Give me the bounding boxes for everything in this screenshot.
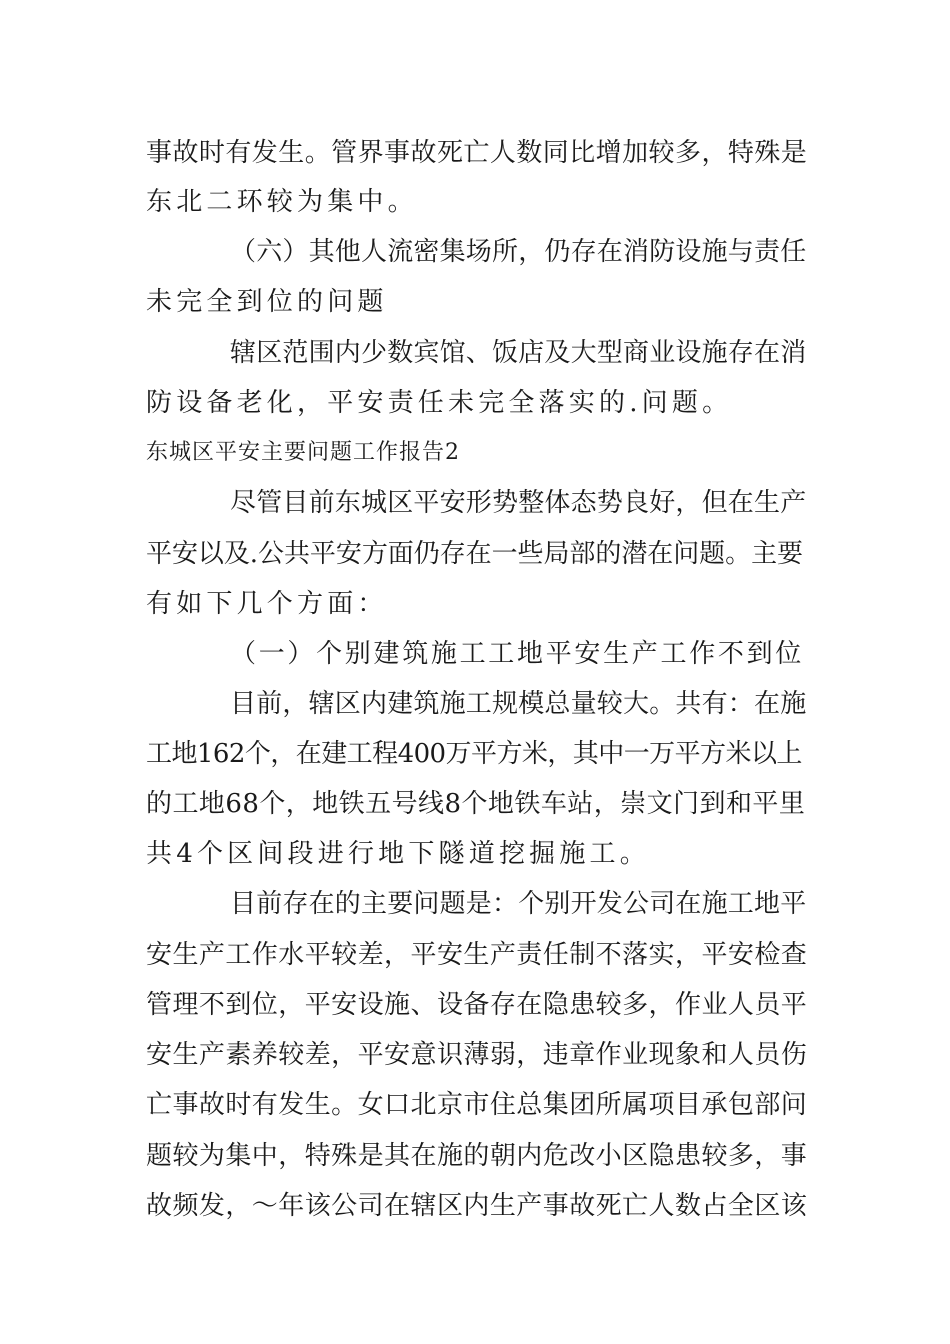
- paragraph-line: 安生产素养较差，平安意识薄弱，违章作业现象和人员伤: [146, 1040, 808, 1070]
- paragraph-line: 安生产工作水平较差，平安生产责任制不落实，平安检查: [146, 940, 808, 970]
- paragraph-line: 的工地68个，地铁五号线8个地铁车站，崇文门到和平里: [146, 789, 806, 819]
- paragraph-line: 工地162个，在建工程400万平方米，其中一万平方米以上: [146, 739, 802, 769]
- paragraph-line: 东北二环较为集中。: [146, 187, 418, 217]
- paragraph-line: 目前，辖区内建筑施工规模总量较大。共有：在施: [230, 689, 807, 719]
- paragraph-line: 辖区范围内少数宾馆、饭店及大型商业设施存在消: [230, 338, 807, 368]
- paragraph-line: 尽管目前东城区平安形势整体态势良好，但在生产: [230, 488, 807, 518]
- paragraph-line: 共4个区间段进行地下隧道挖掘施工。: [146, 839, 650, 869]
- paragraph-line: 亡事故时有发生。女口北京市住总集团所属项目承包部问: [146, 1090, 808, 1120]
- paragraph-line: 目前存在的主要问题是：个别开发公司在施工地平: [230, 889, 807, 919]
- report-title: 东城区平安主要问题工作报告2: [146, 440, 460, 465]
- paragraph-line: 防设备老化，平安责任未完全落实的.问题。: [146, 388, 733, 418]
- paragraph-line: 事故时有发生。管界事故死亡人数同比增加较多，特殊是: [146, 138, 808, 168]
- paragraph-line: 管理不到位，平安设施、设备存在隐患较多，作业人员平: [146, 990, 808, 1020]
- paragraph-line: 平安以及.公共平安方面仍存在一些局部的潜在问题。主要: [146, 539, 803, 569]
- section-heading-line: （六）其他人流密集场所，仍存在消防设施与责任: [230, 237, 807, 267]
- paragraph-line: 故频发，～年该公司在辖区内生产事故死亡人数占全区该: [146, 1191, 808, 1221]
- paragraph-line: 有如下几个方面：: [146, 589, 388, 619]
- paragraph-line: 题较为集中，特殊是其在施的朝内危改小区隐患较多，事: [146, 1141, 808, 1171]
- section-heading-line: 未完全到位的问题: [146, 287, 388, 317]
- section-heading-line: （一）个别建筑施工工地平安生产工作不到位: [230, 639, 805, 669]
